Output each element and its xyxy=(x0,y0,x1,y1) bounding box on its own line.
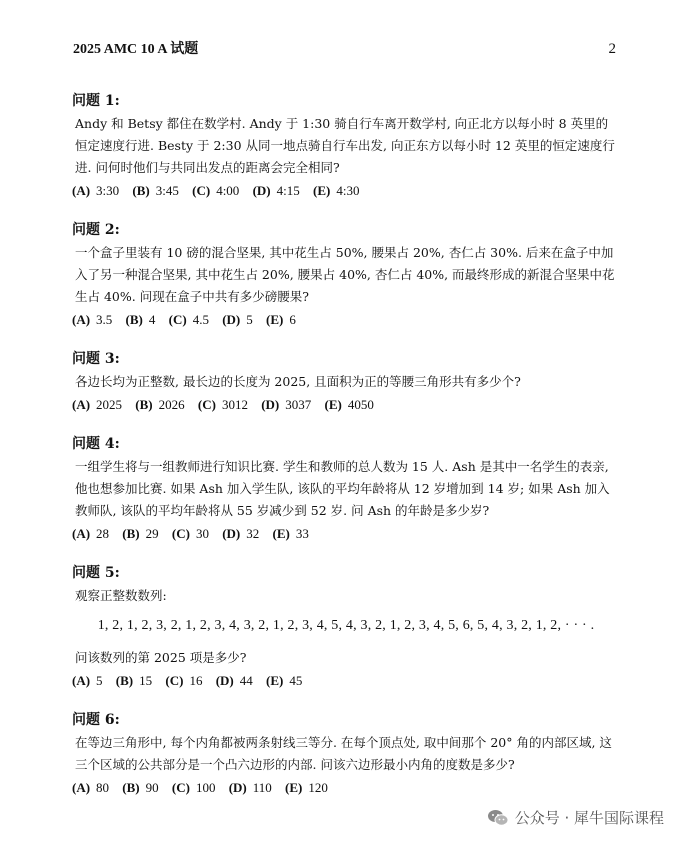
choice-label: (B) xyxy=(132,183,150,198)
choice-value: 30 xyxy=(195,526,209,541)
choice-e xyxy=(324,397,373,412)
choice-value: 45 xyxy=(289,673,303,688)
choice-a xyxy=(72,312,112,327)
choice-value: 110 xyxy=(252,780,272,795)
choice-a xyxy=(72,780,109,795)
choice-value: 5 xyxy=(246,312,253,327)
page-header xyxy=(73,38,616,58)
choice-e xyxy=(266,312,296,327)
choice-label: (E) xyxy=(285,780,303,795)
watermark-text: 公众号 · 犀牛国际课程 xyxy=(514,809,664,827)
choice-label: (B) xyxy=(122,526,140,541)
problem-1 xyxy=(72,90,620,199)
choice-value: 3:45 xyxy=(155,183,179,198)
problem-text: Andy 和 Betsy 都住在数学村. Andy 于 1:30 骑自行车离开数学村, 向正北方以每小时 8 英里的恒定速度行进. Besty 于 2:30 从同一地点骑自行车出发, 向正东方以每小时 12 英里的恒定速度行进. 问何时他们与共同出发点的距离会完全相同? xyxy=(75,116,615,175)
choice-label: (E) xyxy=(312,183,331,198)
choice-a xyxy=(72,526,109,541)
problem-text: 各边长均为正整数, 最长边的长度为 2025, 且面积为正的等腰三角形共有多少个? xyxy=(75,374,521,389)
choice-label: (D) xyxy=(215,673,234,688)
choice-label: (D) xyxy=(222,312,241,327)
choice-e xyxy=(266,673,302,688)
choice-label: (A) xyxy=(72,673,91,688)
choice-b xyxy=(135,397,184,412)
choice-label: (B) xyxy=(122,780,140,795)
choice-value: 120 xyxy=(308,780,328,795)
choice-value: 2026 xyxy=(158,397,185,412)
choice-a xyxy=(72,183,119,198)
problem-text: 一个盒子里装有 10 磅的混合坚果, 其中花生占 50%, 腰果占 20%, 杏仁占 30%. 后来在盒子中加入了另一种混合坚果, 其中花生占 20%, 腰果占 40%, 杏仁占 40%, 而最终形成的新混合坚果中花生占 40%. 问现在盒子中共有多少磅腰果? xyxy=(75,245,615,304)
choice-e xyxy=(285,780,328,795)
problem-text: 在等边三角形中, 每个内角都被两条射线三等分. 在每个顶点处, 取中间那个 20° 角的内部区域, 这三个区域的公共部分是一个凸六边形的内部. 问该六边形最小内角的度数是多少? xyxy=(75,735,612,772)
choice-value: 3.5 xyxy=(96,312,113,327)
choice-d xyxy=(261,397,311,412)
choice-value: 2025 xyxy=(96,397,123,412)
choice-label: (C) xyxy=(197,397,216,412)
document-title: 2025 AMC 10 A 试题 xyxy=(73,42,199,57)
choice-c xyxy=(198,397,248,412)
choice-c xyxy=(192,183,239,198)
choice-value: 100 xyxy=(195,780,216,795)
problem-6 xyxy=(72,709,620,796)
problem-text: 一组学生将与一组教师进行知识比赛. 学生和教师的总人数为 15 人. Ash 是其中一名学生的表亲, 他也想参加比赛. 如果 Ash 加入学生队, 该队的平均年龄将从 12 岁增加到 14 岁; 如果 Ash 加入教师队, 该队的平均年龄将从 55 岁减少到 52 岁. 问 Ash 的年龄是多少岁? xyxy=(75,459,610,518)
answer-choices xyxy=(72,780,620,796)
choice-label: (C) xyxy=(171,780,190,795)
problem-title: 问题 4: xyxy=(72,436,120,452)
choice-a xyxy=(72,397,122,412)
choice-c xyxy=(172,526,209,541)
choice-value: 80 xyxy=(96,780,110,795)
choice-value: 4:30 xyxy=(336,183,360,198)
choice-label: (B) xyxy=(135,397,153,412)
choice-value: 33 xyxy=(295,526,309,541)
answer-choices xyxy=(72,673,620,689)
choice-b xyxy=(126,312,156,327)
choice-label: (A) xyxy=(72,397,91,412)
choice-label: (E) xyxy=(272,526,290,541)
choice-c xyxy=(165,673,202,688)
choice-label: (A) xyxy=(72,312,91,327)
choice-c xyxy=(169,312,209,327)
choice-value: 28 xyxy=(96,526,110,541)
problem-text: 观察正整数数列: xyxy=(75,588,167,603)
problem-question: 问该数列的第 2025 项是多少? xyxy=(75,650,247,665)
choice-d xyxy=(216,673,253,688)
problem-5 xyxy=(72,562,620,689)
choice-value: 4:15 xyxy=(276,183,300,198)
choice-b xyxy=(122,526,158,541)
choice-value: 4.5 xyxy=(192,312,209,327)
choice-c xyxy=(172,780,216,795)
choice-label: (D) xyxy=(222,526,241,541)
problem-list xyxy=(72,90,620,816)
choice-value: 3012 xyxy=(221,397,248,412)
choice-b xyxy=(132,183,178,198)
choice-value: 4:00 xyxy=(216,183,240,198)
choice-d xyxy=(229,780,272,795)
choice-e xyxy=(313,183,359,198)
problem-title: 问题 2: xyxy=(72,222,120,238)
choice-b xyxy=(116,673,152,688)
choice-label: (C) xyxy=(168,312,187,327)
choice-label: (E) xyxy=(324,397,342,412)
page-number: 2 xyxy=(608,41,616,57)
choice-value: 90 xyxy=(145,780,159,795)
choice-value: 16 xyxy=(189,673,203,688)
choice-value: 15 xyxy=(139,673,153,688)
choice-label: (D) xyxy=(228,780,247,795)
choice-label: (B) xyxy=(125,312,143,327)
problem-title: 问题 5: xyxy=(72,565,120,581)
choice-label: (D) xyxy=(261,397,280,412)
problem-2 xyxy=(72,219,620,328)
answer-choices xyxy=(72,183,620,199)
choice-label: (D) xyxy=(252,183,271,198)
choice-d xyxy=(222,312,253,327)
problem-title: 问题 3: xyxy=(72,351,120,367)
answer-choices xyxy=(72,312,620,328)
choice-value: 4 xyxy=(148,312,156,327)
choice-label: (C) xyxy=(192,183,211,198)
choice-value: 5 xyxy=(96,673,103,688)
answer-choices xyxy=(72,526,620,542)
choice-value: 44 xyxy=(239,673,253,688)
choice-value: 3:30 xyxy=(96,183,120,198)
choice-label: (E) xyxy=(265,673,284,688)
choice-b xyxy=(122,780,158,795)
choice-label: (B) xyxy=(115,673,134,688)
choice-e xyxy=(272,526,308,541)
sequence-formula: 1, 2, 1, 2, 3, 2, 1, 2, 3, 4, 3, 2, 1, 2, 3, 4, 5, 4, 3, 2, 1, 2, 3, 4, 5, 6, 5, 4, 3, 2, 1, 2, · · · . xyxy=(97,618,595,633)
problem-3 xyxy=(72,348,620,413)
choice-label: (A) xyxy=(72,183,91,198)
answer-choices xyxy=(72,397,620,413)
problem-title: 问题 6: xyxy=(72,712,120,728)
choice-label: (C) xyxy=(171,526,190,541)
choice-label: (A) xyxy=(72,780,91,795)
choice-value: 3037 xyxy=(285,397,312,412)
choice-a xyxy=(72,673,103,688)
choice-d xyxy=(253,183,300,198)
watermark xyxy=(487,807,664,828)
choice-value: 4050 xyxy=(347,397,374,412)
choice-value: 32 xyxy=(246,526,260,541)
choice-value: 29 xyxy=(145,526,159,541)
problem-4 xyxy=(72,433,620,542)
choice-label: (E) xyxy=(265,312,284,327)
choice-d xyxy=(222,526,259,541)
choice-label: (A) xyxy=(72,526,91,541)
choice-label: (C) xyxy=(165,673,184,688)
choice-value: 6 xyxy=(289,312,296,327)
wechat-icon xyxy=(487,809,509,827)
problem-title: 问题 1: xyxy=(72,93,120,109)
